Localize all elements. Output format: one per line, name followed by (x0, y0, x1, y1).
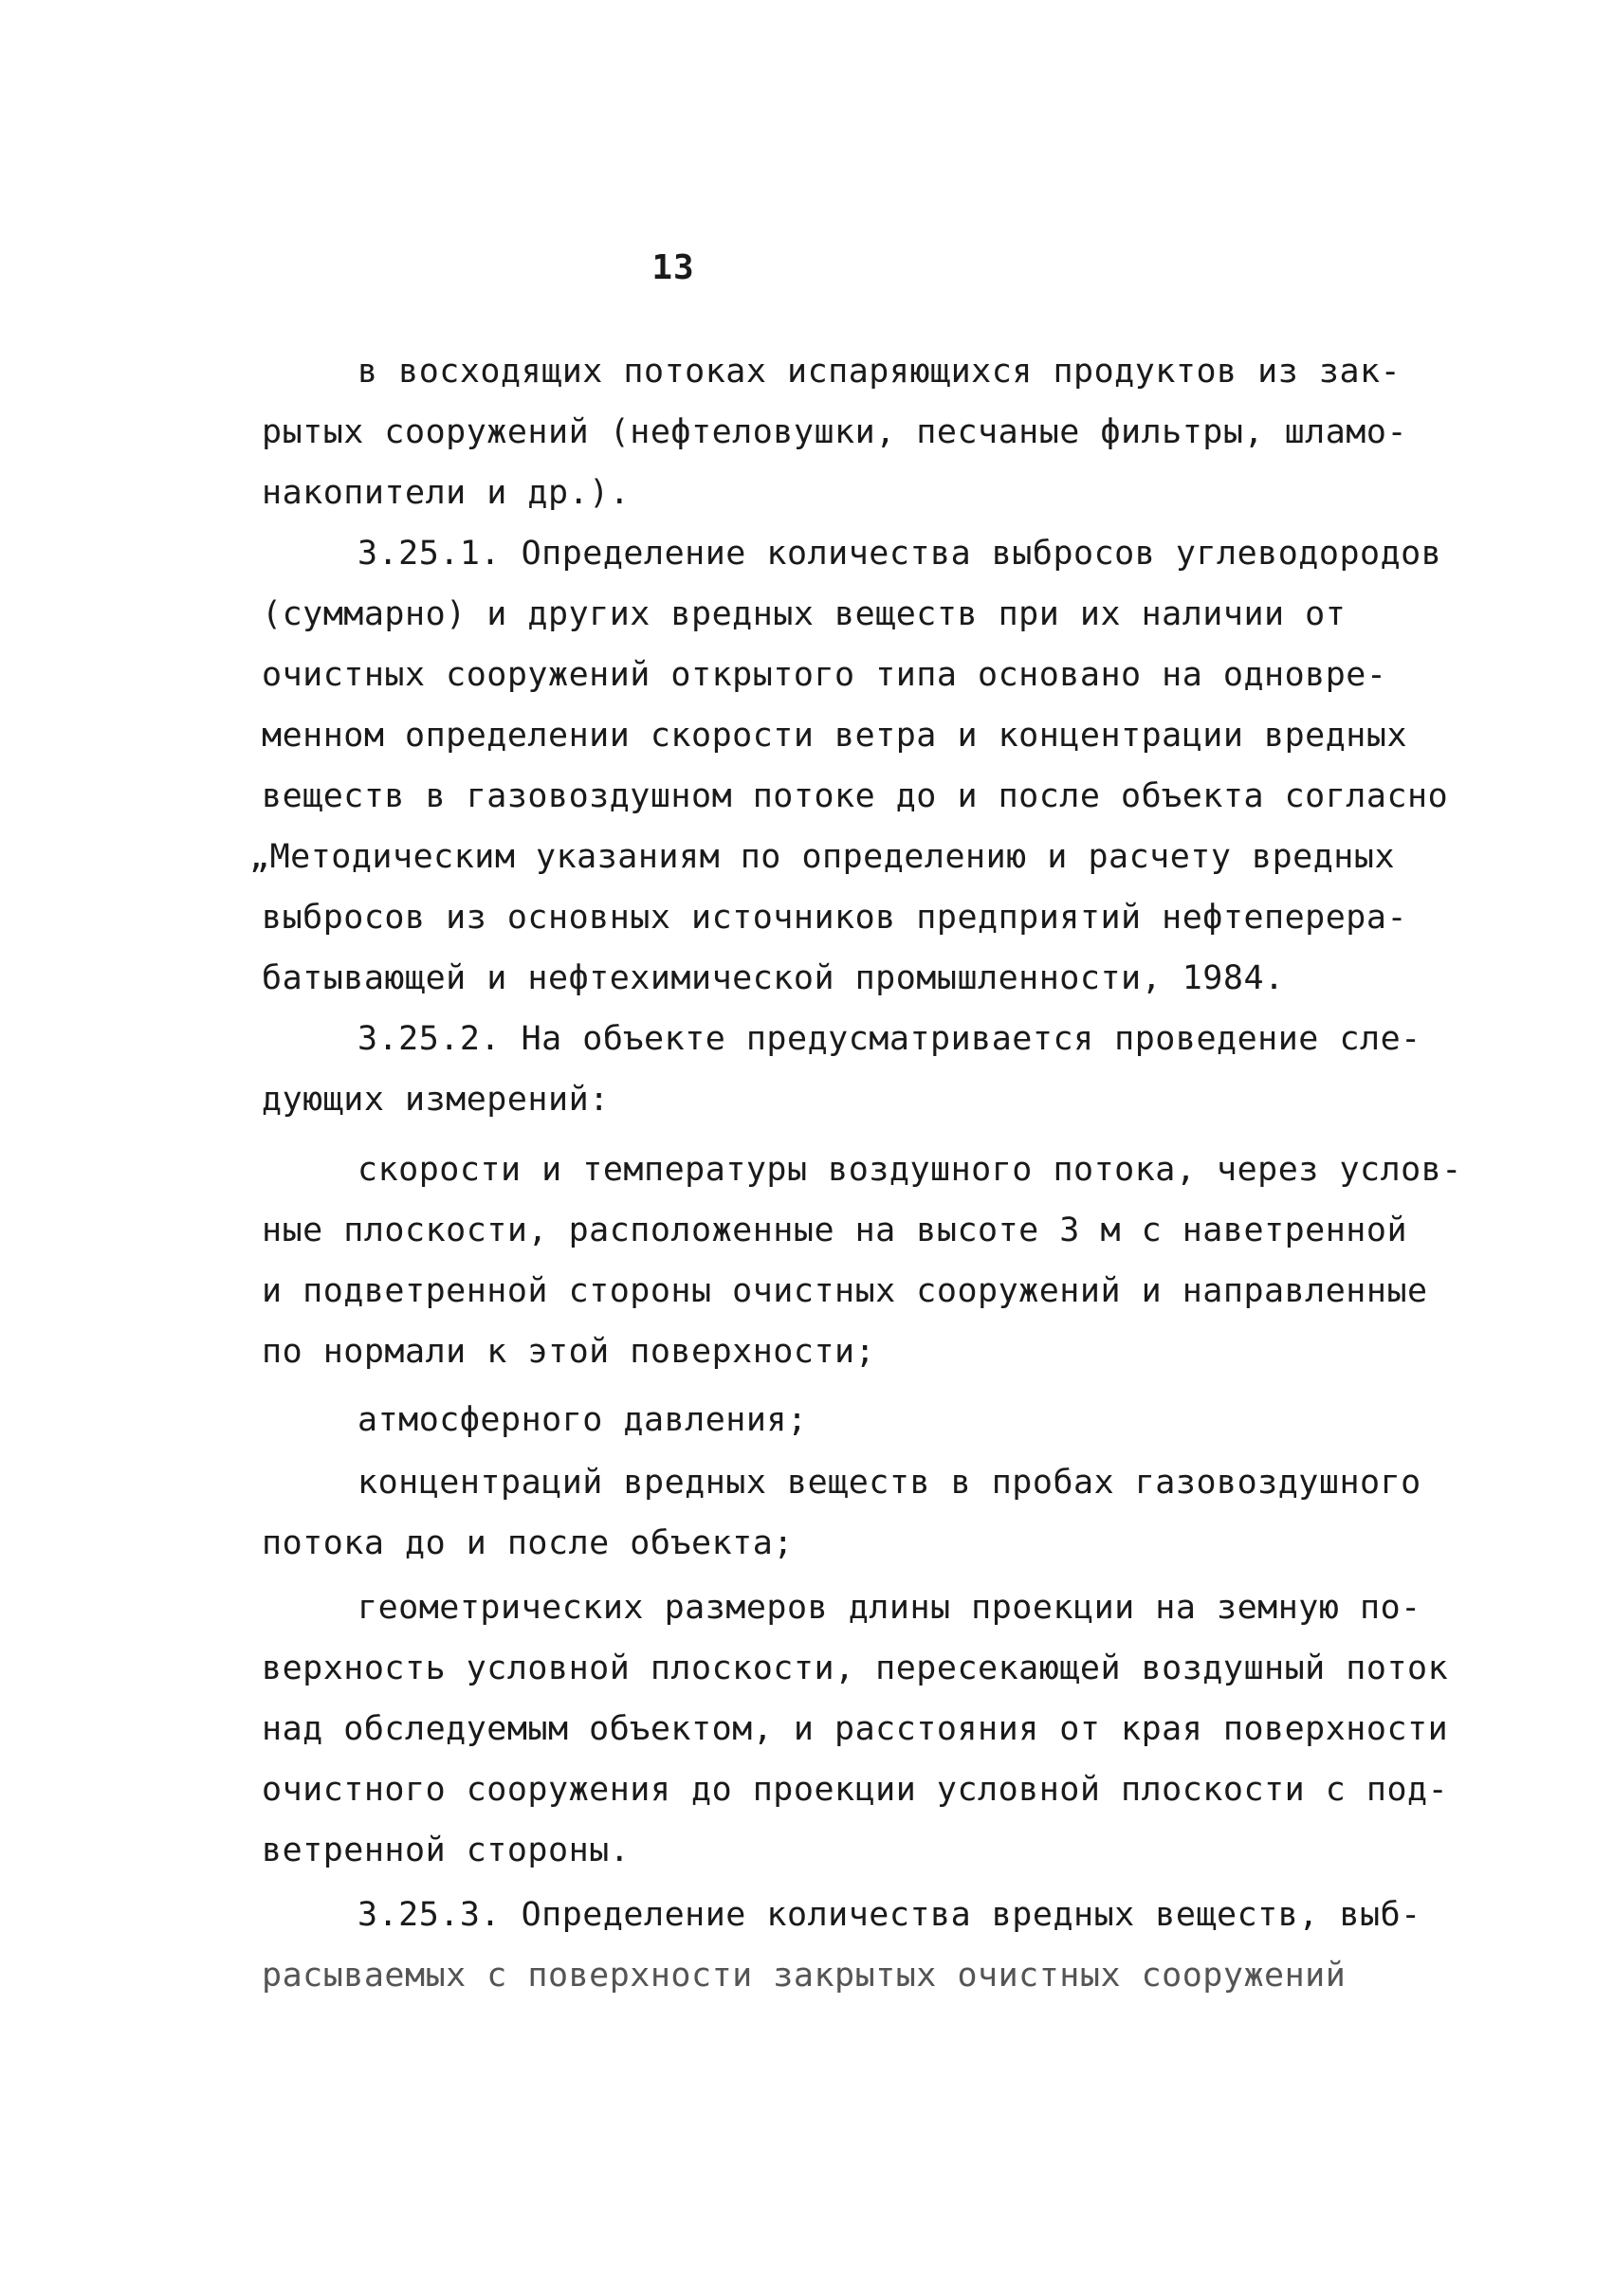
text-line: расываемых с поверхности закрытых очистных сооружений (262, 1957, 1347, 1995)
text-line: выбросов из основных источников предприятий нефтеперера- (262, 899, 1408, 937)
text-line: концентраций вредных веществ в пробах газовоздушного (357, 1464, 1421, 1502)
text-line: верхность условной плоскости, пересекающей воздушный поток (262, 1649, 1449, 1687)
text-line: и подветренной стороны очистных сооружений и направленные (262, 1272, 1428, 1310)
text-line: по нормали к этой поверхности; (262, 1333, 876, 1371)
text-line: в восходящих потоках испаряющихся продуктов из зак- (357, 353, 1402, 391)
text-line: очистного сооружения до проекции условной плоскости с под- (262, 1771, 1449, 1809)
text-line: 3.25.3. Определение количества вредных веществ, выб- (357, 1896, 1421, 1934)
text-line: дующих измерений: (262, 1081, 610, 1119)
text-line: скорости и температуры воздушного потока, через услов- (357, 1151, 1462, 1189)
text-line: 3.25.2. На объекте предусматривается проведение сле- (357, 1020, 1421, 1058)
text-line: ветренной стороны. (262, 1831, 631, 1869)
text-line: атмосферного давления; (357, 1401, 808, 1439)
text-line: геометрических размеров длины проекции на земную по- (357, 1589, 1421, 1627)
text-line: очистных сооружений открытого типа основано на одновре- (262, 656, 1387, 694)
text-line: веществ в газовоздушном потоке до и после объекта согласно (262, 777, 1449, 815)
text-line: менном определении скорости ветра и концентрации вредных (262, 717, 1408, 755)
text-line: батывающей и нефтехимической промышленности, 1984. (262, 959, 1285, 997)
text-line: потока до и после объекта; (262, 1524, 794, 1562)
text-line: ные плоскости, расположенные на высоте 3 м с наветренной (262, 1212, 1408, 1249)
page-number: 13 (651, 248, 695, 287)
text-line: 3.25.1. Определение количества выбросов углеводородов (357, 535, 1442, 573)
text-line: „Методическим указаниям по определению и расчету вредных (249, 838, 1396, 876)
text-line: (суммарно) и других вредных веществ при их наличии от (262, 595, 1347, 633)
text-line: над обследуемым объектом, и расстояния от края поверхности (262, 1710, 1449, 1748)
text-line: рытых сооружений (нефтеловушки, песчаные фильтры, шламо- (262, 413, 1408, 451)
text-line: накопители и др.). (262, 474, 631, 512)
